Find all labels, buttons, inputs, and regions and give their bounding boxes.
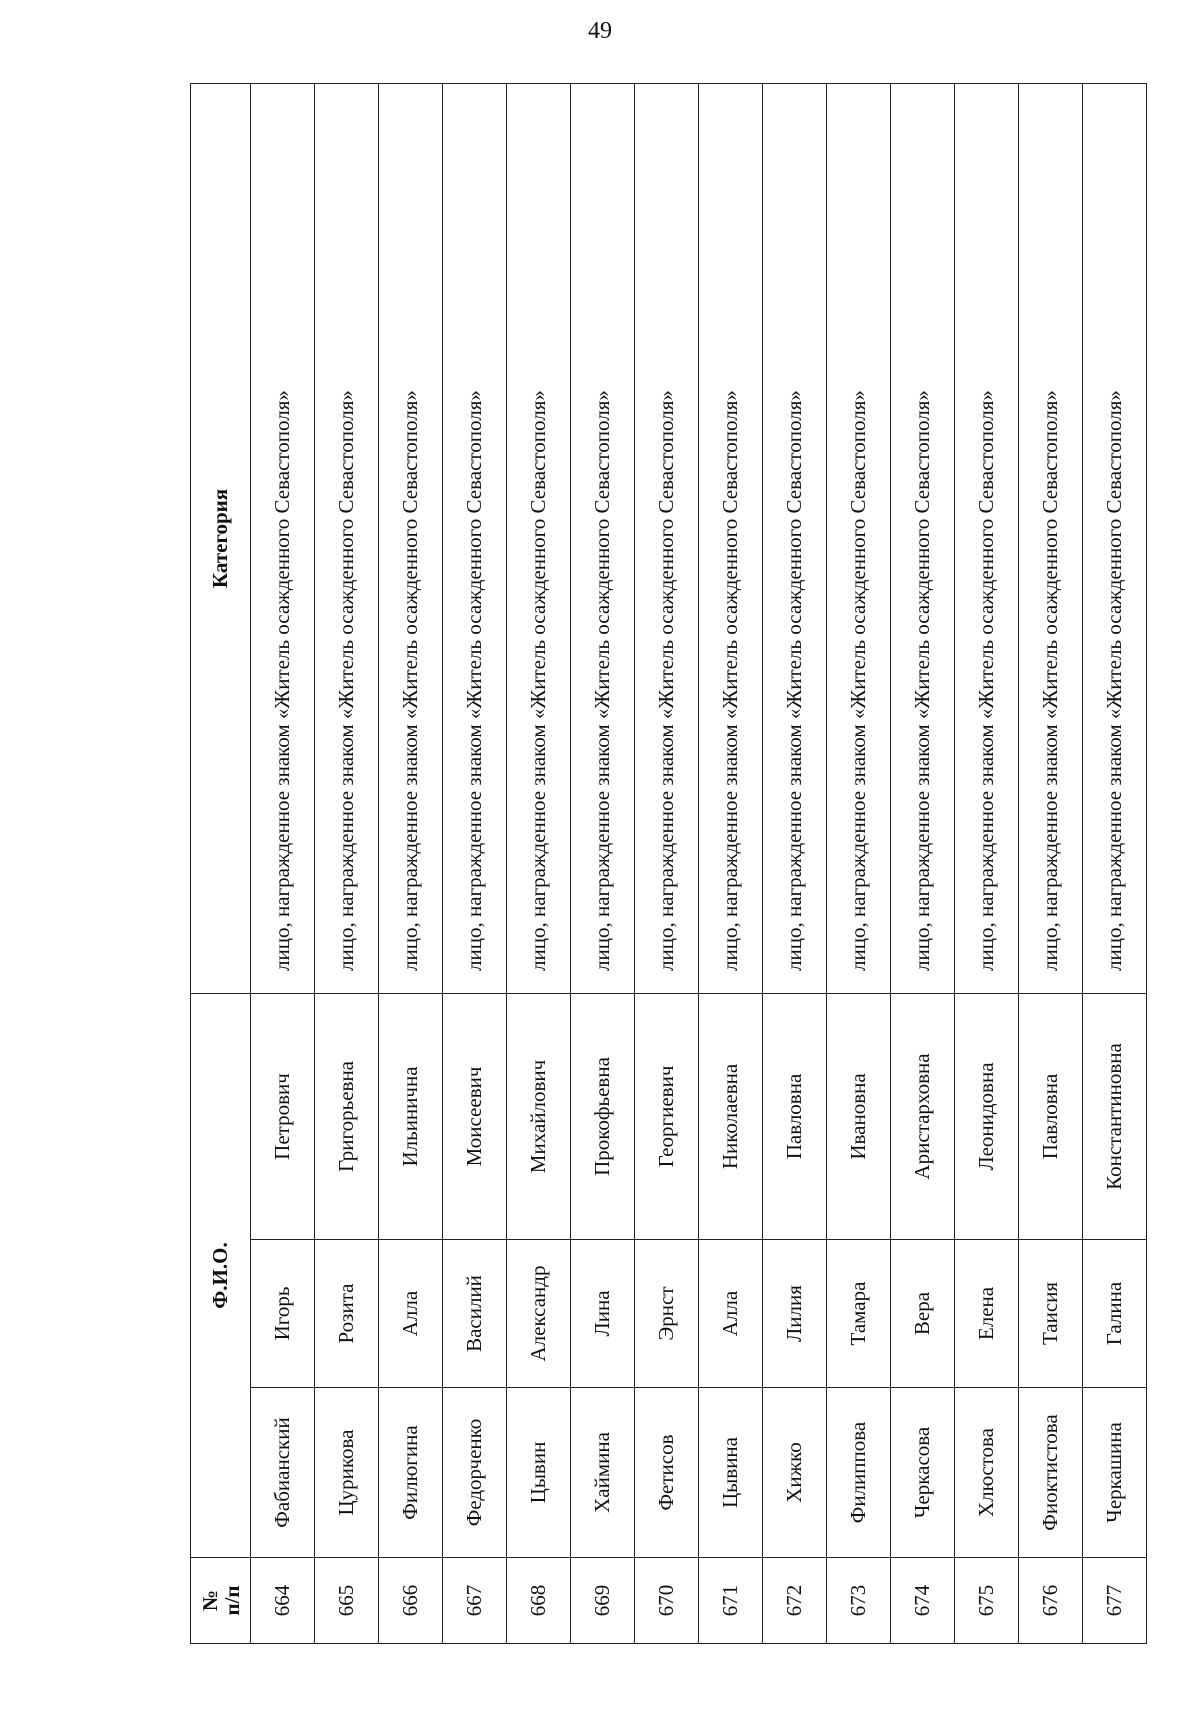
table-row [699, 83, 763, 1643]
category-cell: лицо, награжденное знаком «Житель осажденного Севастополя» [443, 83, 507, 993]
table-row [507, 83, 571, 1643]
category-cell: лицо, награжденное знаком «Житель осажденного Севастополя» [1019, 83, 1083, 993]
row-number-cell: 666 [379, 1558, 443, 1644]
row-number-cell: 670 [635, 1558, 699, 1644]
surname-cell: Фабианский [251, 1388, 315, 1558]
patronymic-cell: Георгиевич [635, 993, 699, 1239]
patronymic-cell: Петрович [251, 993, 315, 1239]
patronymic-cell: Павловна [763, 993, 827, 1239]
patronymic-cell: Михайлович [507, 993, 571, 1239]
residents-table [190, 83, 1147, 1644]
table-inner [190, 84, 1144, 1644]
table-row [891, 83, 955, 1643]
surname-cell: Хлюстова [955, 1388, 1019, 1558]
surname-cell: Цурикова [315, 1388, 379, 1558]
rotated-table-container [190, 84, 1144, 1644]
category-cell: лицо, награжденное знаком «Житель осажденного Севастополя» [379, 83, 443, 993]
first-name-cell: Тамара [827, 1240, 891, 1388]
first-name-cell: Вера [891, 1240, 955, 1388]
surname-cell: Цывина [699, 1388, 763, 1558]
row-number-cell: 668 [507, 1558, 571, 1644]
table-row [571, 83, 635, 1643]
row-number-cell: 677 [1083, 1558, 1147, 1644]
first-name-cell: Александр [507, 1240, 571, 1388]
category-cell: лицо, награжденное знаком «Житель осажденного Севастополя» [699, 83, 763, 993]
patronymic-cell: Николаевна [699, 993, 763, 1239]
table-row [1019, 83, 1083, 1643]
surname-cell: Филюгина [379, 1388, 443, 1558]
patronymic-cell: Павловна [1019, 993, 1083, 1239]
patronymic-cell: Ильинична [379, 993, 443, 1239]
table-row [1083, 83, 1147, 1643]
first-name-cell: Игорь [251, 1240, 315, 1388]
header-number-line1: № [197, 1589, 222, 1612]
table-row [315, 83, 379, 1643]
patronymic-cell: Моисеевич [443, 993, 507, 1239]
category-cell: лицо, награжденное знаком «Житель осажденного Севастополя» [955, 83, 1019, 993]
row-number-cell: 672 [763, 1558, 827, 1644]
row-number-cell: 665 [315, 1558, 379, 1644]
header-category: Категория [191, 83, 251, 993]
patronymic-cell: Аристарховна [891, 993, 955, 1239]
surname-cell: Хижко [763, 1388, 827, 1558]
category-cell: лицо, награжденное знаком «Житель осажденного Севастополя» [251, 83, 315, 993]
table-row [955, 83, 1019, 1643]
category-cell: лицо, награжденное знаком «Житель осажденного Севастополя» [827, 83, 891, 993]
category-cell: лицо, награжденное знаком «Житель осажденного Севастополя» [571, 83, 635, 993]
header-fio: Ф.И.О. [191, 993, 251, 1557]
surname-cell: Хаймина [571, 1388, 635, 1558]
table-row [635, 83, 699, 1643]
page-number: 49 [588, 18, 612, 44]
patronymic-cell: Прокофьевна [571, 993, 635, 1239]
row-number-cell: 664 [251, 1558, 315, 1644]
patronymic-cell: Ивановна [827, 993, 891, 1239]
first-name-cell: Лилия [763, 1240, 827, 1388]
category-cell: лицо, награжденное знаком «Житель осажденного Севастополя» [315, 83, 379, 993]
category-cell: лицо, награжденное знаком «Житель осажденного Севастополя» [891, 83, 955, 993]
first-name-cell: Таисия [1019, 1240, 1083, 1388]
table-header-row [191, 83, 251, 1643]
row-number-cell: 669 [571, 1558, 635, 1644]
first-name-cell: Елена [955, 1240, 1019, 1388]
first-name-cell: Василий [443, 1240, 507, 1388]
first-name-cell: Розита [315, 1240, 379, 1388]
table-row [827, 83, 891, 1643]
row-number-cell: 676 [1019, 1558, 1083, 1644]
surname-cell: Фетисов [635, 1388, 699, 1558]
category-cell: лицо, награжденное знаком «Житель осажденного Севастополя» [763, 83, 827, 993]
row-number-cell: 673 [827, 1558, 891, 1644]
row-number-cell: 674 [891, 1558, 955, 1644]
first-name-cell: Алла [699, 1240, 763, 1388]
surname-cell: Черкасова [891, 1388, 955, 1558]
table-row [763, 83, 827, 1643]
row-number-cell: 671 [699, 1558, 763, 1644]
header-number-line2: п/п [219, 1585, 244, 1616]
first-name-cell: Алла [379, 1240, 443, 1388]
patronymic-cell: Константиновна [1083, 993, 1147, 1239]
row-number-cell: 667 [443, 1558, 507, 1644]
patronymic-cell: Леонидовна [955, 993, 1019, 1239]
header-number [191, 1558, 251, 1644]
surname-cell: Черкашина [1083, 1388, 1147, 1558]
surname-cell: Цывин [507, 1388, 571, 1558]
first-name-cell: Лина [571, 1240, 635, 1388]
surname-cell: Федорченко [443, 1388, 507, 1558]
surname-cell: Фиоктистова [1019, 1388, 1083, 1558]
first-name-cell: Галина [1083, 1240, 1147, 1388]
category-cell: лицо, награжденное знаком «Житель осажденного Севастополя» [1083, 83, 1147, 993]
table-body [251, 83, 1147, 1643]
first-name-cell: Эрнст [635, 1240, 699, 1388]
category-cell: лицо, награжденное знаком «Житель осажденного Севастополя» [507, 83, 571, 993]
patronymic-cell: Григорьевна [315, 993, 379, 1239]
category-cell: лицо, награжденное знаком «Житель осажденного Севастополя» [635, 83, 699, 993]
table-row [443, 83, 507, 1643]
table-row [251, 83, 315, 1643]
table-row [379, 83, 443, 1643]
row-number-cell: 675 [955, 1558, 1019, 1644]
surname-cell: Филиппова [827, 1388, 891, 1558]
